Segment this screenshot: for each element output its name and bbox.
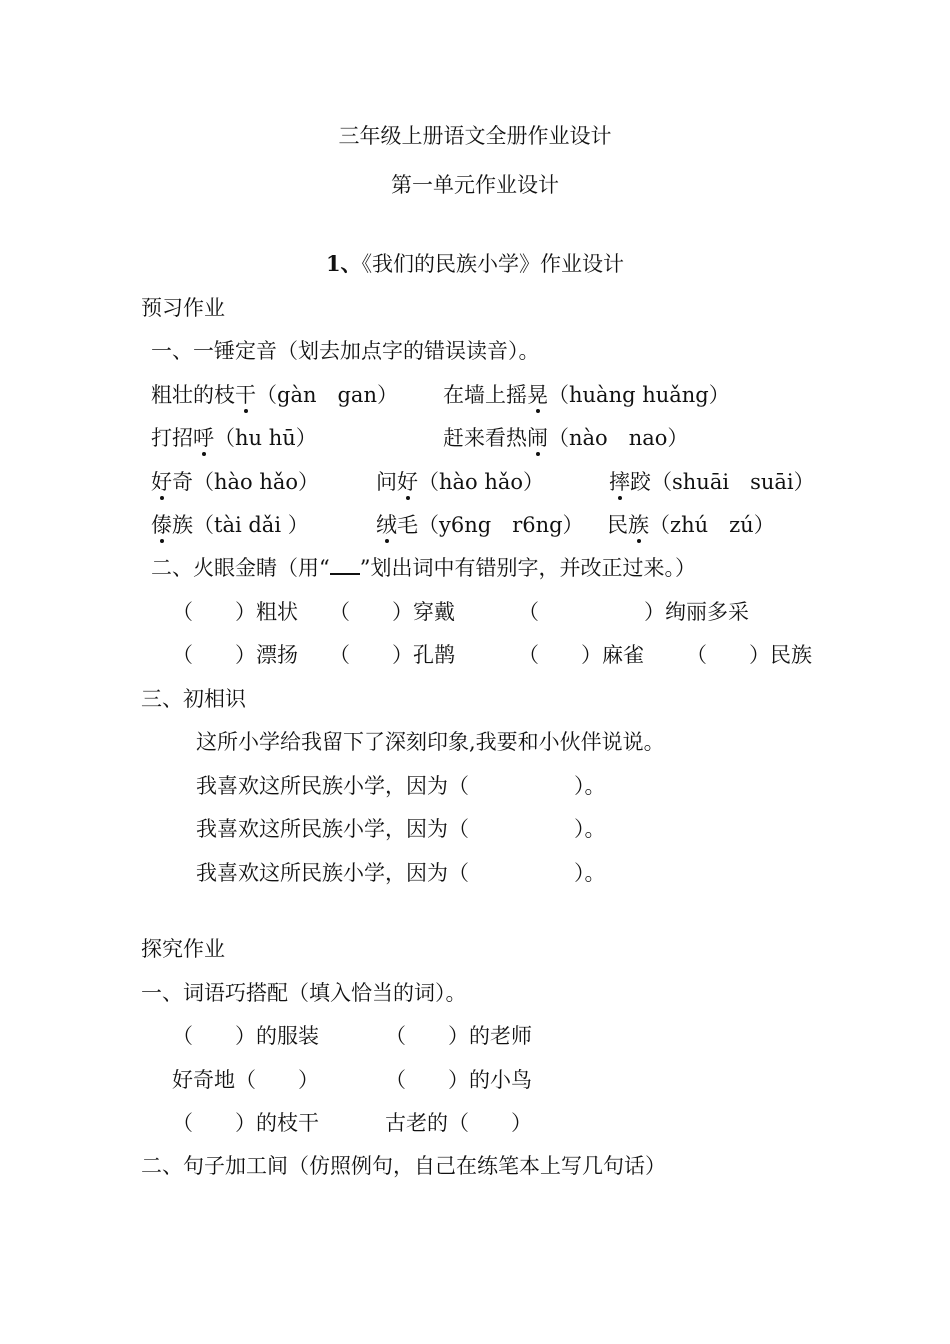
lesson-number: 1、 — [325, 251, 362, 276]
pinyin-item: 绒毛（y6ng r6ng） — [376, 513, 584, 537]
lesson-title — [0, 251, 950, 277]
correction-item: （ ）穿戴 — [329, 600, 455, 624]
pinyin-item: 赶来看热闹（nào nao） — [443, 426, 689, 450]
match-item: （ ）的小鸟 — [385, 1068, 532, 1092]
explore-heading: 探究作业 — [141, 937, 225, 961]
pinyin-item: 民族（zhú zú） — [607, 513, 775, 537]
dotted-char: 闹 — [527, 426, 548, 450]
lesson-name: 《我们的民族小学》作业设计 — [361, 252, 625, 276]
pinyin-item: 好奇（hào hǎo） — [151, 470, 320, 494]
dotted-char: 族 — [628, 513, 649, 537]
doc-title: 三年级上册语文全册作业设计 — [338, 124, 612, 148]
pinyin-item: 粗壮的枝干（gàn gan） — [151, 383, 398, 407]
explore-q1-title: 一、词语巧搭配（填入恰当的词）。 — [141, 981, 467, 1005]
dotted-char: 傣 — [151, 513, 172, 537]
preview-q3-title: 三、初相识 — [141, 687, 246, 711]
pinyin-item: 摔跤（shuāi suāi） — [609, 470, 815, 494]
underline-mark — [330, 555, 360, 575]
preview-q1-title: 一、一锤定音（划去加点字的错误读音）。 — [151, 339, 540, 363]
match-item: （ ）的老师 — [385, 1024, 532, 1048]
explore-q2-title: 二、句子加工间（仿照例句，自己在练笔本上写几句话） — [141, 1154, 666, 1178]
correction-item: （ ）麻雀 — [518, 643, 644, 667]
match-item: （ ）的服装 — [172, 1024, 319, 1048]
preview-q3-intro: 这所小学给我留下了深刻印象,我要和小伙伴说说。 — [196, 730, 665, 754]
dotted-char: 好 — [397, 470, 418, 494]
match-item: 古老的（ ） — [385, 1111, 532, 1135]
fill-line: 我喜欢这所民族小学，因为（ ）。 — [196, 861, 606, 885]
pinyin-item: 打招呼（hu hū） — [151, 426, 317, 450]
dotted-char: 摔 — [609, 470, 630, 494]
correction-item: （ ）粗状 — [172, 600, 298, 624]
pinyin-item: 傣族（tài dǎi ） — [151, 513, 309, 537]
correction-item: （ ）漂扬 — [172, 643, 298, 667]
preview-q2-title: 二、火眼金睛（用“ ”划出词中有错别字，并改正过来。） — [151, 556, 696, 580]
preview-heading: 预习作业 — [141, 296, 225, 320]
dotted-char: 好 — [151, 470, 172, 494]
dotted-char: 呼 — [193, 426, 214, 450]
dotted-char: 绒 — [376, 513, 397, 537]
dotted-char: 晃 — [527, 383, 548, 407]
correction-item: （ ）绚丽多采 — [518, 600, 749, 624]
pinyin-item: 在墙上摇晃（huàng huǎng） — [443, 383, 730, 407]
correction-item: （ ）孔鹊 — [329, 643, 455, 667]
match-item: 好奇地（ ） — [172, 1068, 319, 1092]
match-item: （ ）的枝干 — [172, 1111, 319, 1135]
correction-item: （ ）民族 — [686, 643, 812, 667]
fill-line: 我喜欢这所民族小学，因为（ ）。 — [196, 774, 606, 798]
pinyin-item: 问好（hào hǎo） — [376, 470, 545, 494]
unit-title: 第一单元作业设计 — [391, 173, 559, 197]
fill-line: 我喜欢这所民族小学，因为（ ）。 — [196, 817, 606, 841]
dotted-char: 干 — [235, 383, 256, 407]
